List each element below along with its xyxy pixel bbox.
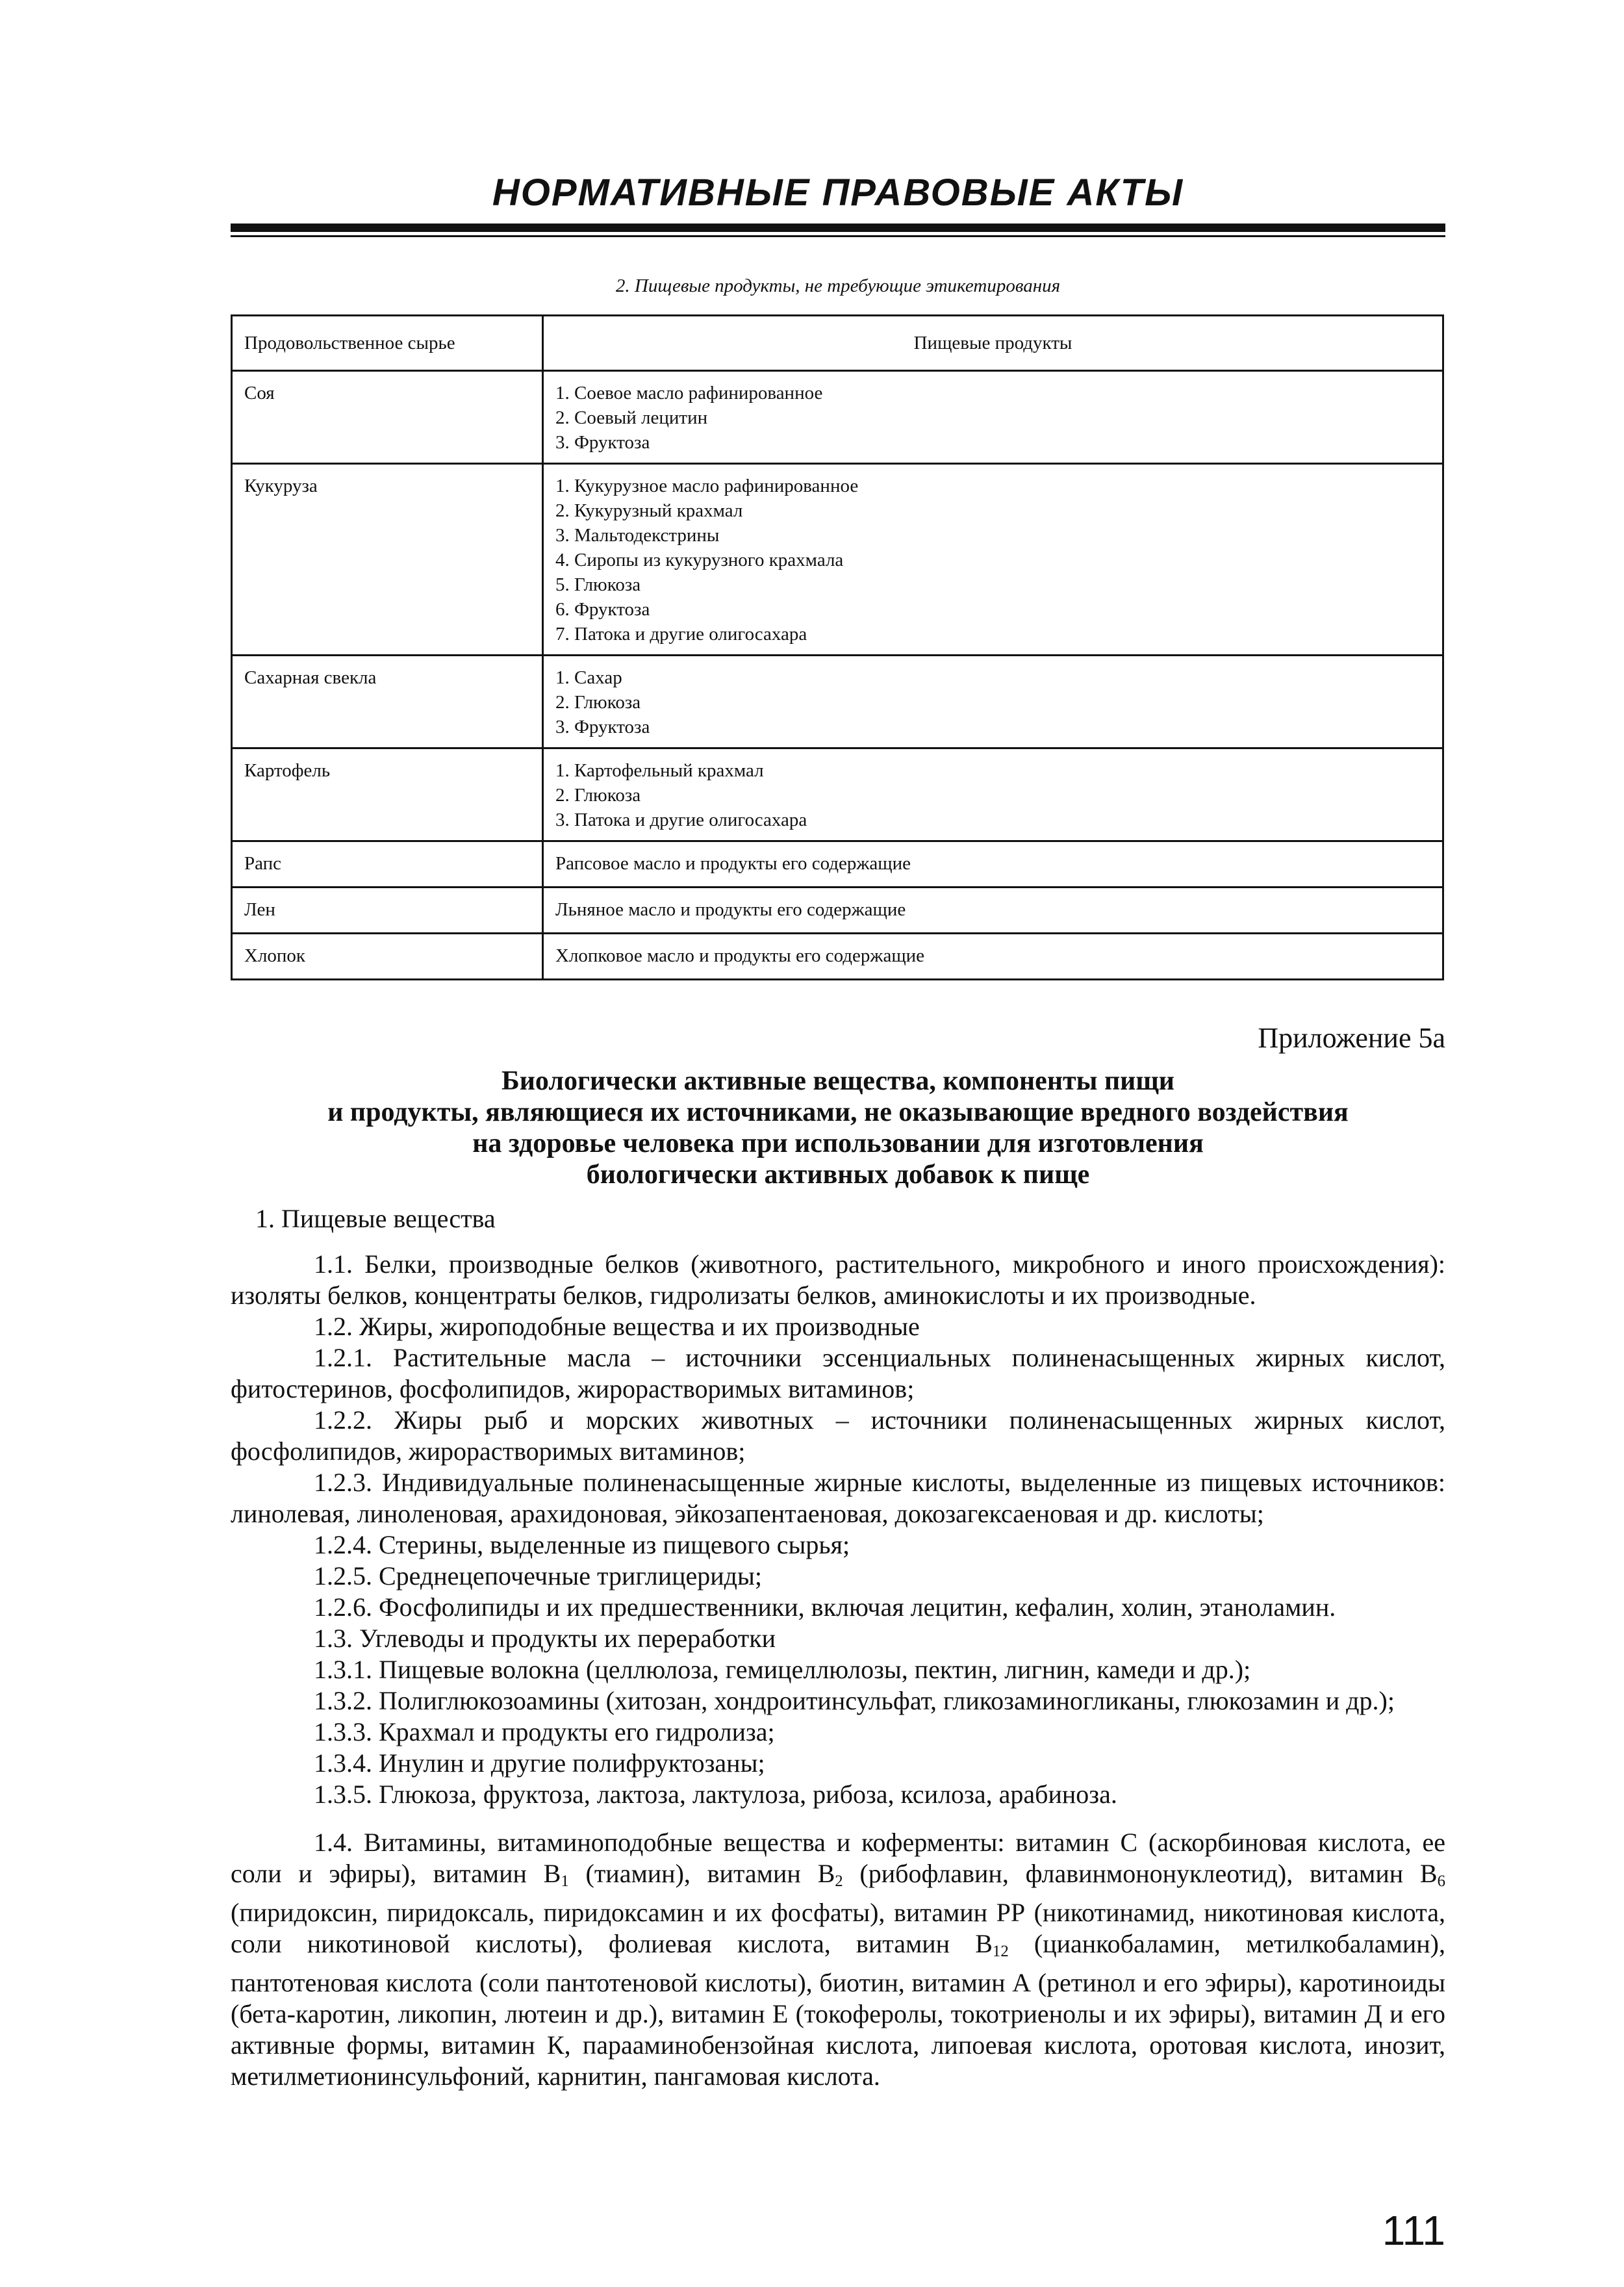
product-item: Рапсовое масло и продукты его содержащие (555, 853, 911, 874)
vitamin-subscript: 12 (992, 1943, 1009, 1961)
vitamins-text: (пиридоксин, пиридоксаль, пиридоксамин и их фосфаты), витамин РР (никотинамид, никотиновая кислота, соли никотиновой кислоты), фолиевая кислота, витамин В (231, 1898, 1445, 1959)
column-header-raw-material: Продовольственное сырье (232, 316, 543, 371)
food-products-cell (543, 748, 1443, 841)
vitamin-subscript: 2 (835, 1872, 843, 1891)
product-item: 4. Сиропы из кукурузного крахмала (555, 550, 844, 570)
paragraph-1-4-vitamins (231, 1827, 1445, 2092)
product-item: 6. Фруктоза (555, 599, 650, 620)
product-item: 2. Кукурузный крахмал (555, 500, 743, 521)
product-item: 1. Соевое масло рафинированное (555, 383, 823, 403)
product-item: 1. Кукурузное масло рафинированное (555, 476, 859, 496)
appendix-body (231, 1203, 1445, 2092)
vitamins-text: (цианкобаламин, метилкобаламин), пантотеновая кислота (соли пантотеновой кислоты), биотин, витамин А (ретинол и его эфиры), каротиноиды (бета-каротин, ликопин, лютеин и др.), витамин Е (токоферолы, токотриенолы и их эфиры), витамин Д и его активные формы, витамин К, параaминобензойная кислота, липоевая кислота, оротовая кислота, инозит, метилметионинсульфоний, карнитин, пангамовая кислота. (231, 1929, 1445, 2091)
vitamins-text: (тиамин), витамин В (568, 1859, 835, 1888)
raw-material-cell: Лен (232, 888, 543, 934)
food-products-cell (543, 934, 1443, 980)
header-rule-thick (231, 224, 1445, 232)
paragraph-1-2-1: 1.2.1. Растительные масла – источники эссенциальных полиненасыщенных жирных кислот, фитостеринов, фосфолипидов, жирорастворимых витаминов; (231, 1343, 1445, 1403)
table-row (232, 888, 1443, 934)
table-row (232, 934, 1443, 980)
table-header-row (232, 316, 1443, 371)
product-item: Хлопковое масло и продукты его содержащие (555, 945, 925, 966)
product-item: 1. Сахар (555, 667, 622, 688)
paragraph-1-3: 1.3. Углеводы и продукты их переработки (314, 1624, 776, 1653)
appendix-title (231, 1066, 1445, 1190)
appendix-title-line: Биологически активные вещества, компоненты пищи (501, 1066, 1175, 1096)
food-products-cell (543, 888, 1443, 934)
vitamin-subscript: 1 (561, 1872, 569, 1891)
raw-material-cell: Картофель (232, 748, 543, 841)
food-products-cell (543, 371, 1443, 464)
paragraph-1-1: 1.1. Белки, производные белков (животного, растительного, микробного и иного происхождения): изоляты белков, концентраты белков, гидролизаты белков, аминокислоты и их производные. (231, 1249, 1445, 1310)
paragraph-1-2-4: 1.2.4. Стерины, выделенные из пищевого сырья; (314, 1530, 850, 1559)
column-header-food-products: Пищевые продукты (543, 316, 1443, 371)
table-caption: 2. Пищевые продукты, не требующие этикетирования (615, 275, 1061, 296)
section-heading: 1. Пищевые вещества (255, 1204, 496, 1233)
raw-material-cell: Рапс (232, 841, 543, 888)
paragraph-1-2: 1.2. Жиры, жироподобные вещества и их производные (314, 1312, 920, 1341)
vitamins-text: 1.4. Витамины, витаминоподобные вещества и коферменты: витамин С (аскорбиновая кислота, ее соли и эфиры), витамин В (231, 1828, 1445, 1888)
paragraph-1-3-4: 1.3.4. Инулин и другие полифруктозаны; (314, 1748, 765, 1778)
paragraph-1-3-2: 1.3.2. Полиглюкозоамины (хитозан, хондроитинсульфат, гликозаминогликаны, глюкозамин и др.); (314, 1686, 1395, 1715)
product-item: 2. Глюкоза (555, 692, 641, 713)
product-item: 3. Фруктоза (555, 432, 650, 453)
product-item: 7. Патока и другие олигосахара (555, 624, 807, 645)
product-item: 1. Картофельный крахмал (555, 760, 764, 781)
product-item: 3. Фруктоза (555, 717, 650, 737)
table-row (232, 464, 1443, 656)
raw-material-cell: Кукуруза (232, 464, 543, 656)
food-products-cell (543, 656, 1443, 748)
running-head-title: НОРМАТИВНЫЕ ПРАВОВЫЕ АКТЫ (492, 172, 1184, 214)
paragraph-1-3-1: 1.3.1. Пищевые волокна (целлюлоза, гемицеллюлозы, пектин, лигнин, камеди и др.); (314, 1655, 1251, 1684)
product-item: 3. Мальтодекстрины (555, 525, 720, 546)
page-number: 111 (1382, 2207, 1445, 2254)
table-row (232, 371, 1443, 464)
table-row (232, 656, 1443, 748)
paragraph-1-3-3: 1.3.3. Крахмал и продукты его гидролиза; (314, 1717, 775, 1746)
food-products-cell (543, 464, 1443, 656)
paragraph-1-2-6: 1.2.6. Фосфолипиды и их предшественники, включая лецитин, кефалин, холин, этаноламин. (314, 1592, 1336, 1622)
vitamin-subscript: 6 (1437, 1872, 1445, 1891)
paragraph-1-2-3: 1.2.3. Индивидуальные полиненасыщенные жирные кислоты, выделенные из пищевых источников: линолевая, линоленовая, арахидоновая, эйкозапентаеновая, докозагексаеновая и др. кислоты; (231, 1468, 1445, 1528)
product-item: 2. Соевый лецитин (555, 407, 708, 428)
product-item: 5. Глюкоза (555, 574, 641, 595)
header-rule-thin (231, 235, 1445, 237)
raw-material-cell: Хлопок (232, 934, 543, 980)
appendix-title-line: биологически активных добавок к пище (586, 1160, 1090, 1190)
product-item: 2. Глюкоза (555, 785, 641, 806)
vitamins-text: (рибофлавин, флавинмононуклеотид), витамин В (843, 1859, 1438, 1888)
paragraph-1-2-5: 1.2.5. Среднецепочечные триглицериды; (314, 1561, 762, 1591)
paragraph-1-2-2: 1.2.2. Жиры рыб и морских животных – источники полиненасыщенных жирных кислот, фосфолипидов, жирорастворимых витаминов; (231, 1405, 1445, 1466)
raw-material-cell: Сахарная свекла (232, 656, 543, 748)
food-products-cell (543, 841, 1443, 888)
table-row (232, 841, 1443, 888)
appendix-label: Приложение 5а (1258, 1022, 1445, 1054)
appendix-title-line: и продукты, являющиеся их источниками, не оказывающие вредного воздействия (327, 1097, 1349, 1127)
raw-material-cell: Соя (232, 371, 543, 464)
food-products-table (231, 314, 1444, 980)
appendix-title-line: на здоровье человека при использовании для изготовления (472, 1129, 1204, 1158)
document-page (231, 0, 1445, 2287)
product-item: Льняное масло и продукты его содержащие (555, 899, 906, 920)
table-row (232, 748, 1443, 841)
product-item: 3. Патока и другие олигосахара (555, 810, 807, 830)
paragraph-1-3-5: 1.3.5. Глюкоза, фруктоза, лактоза, лактулоза, рибоза, ксилоза, арабиноза. (314, 1780, 1117, 1809)
table-body (232, 371, 1443, 980)
